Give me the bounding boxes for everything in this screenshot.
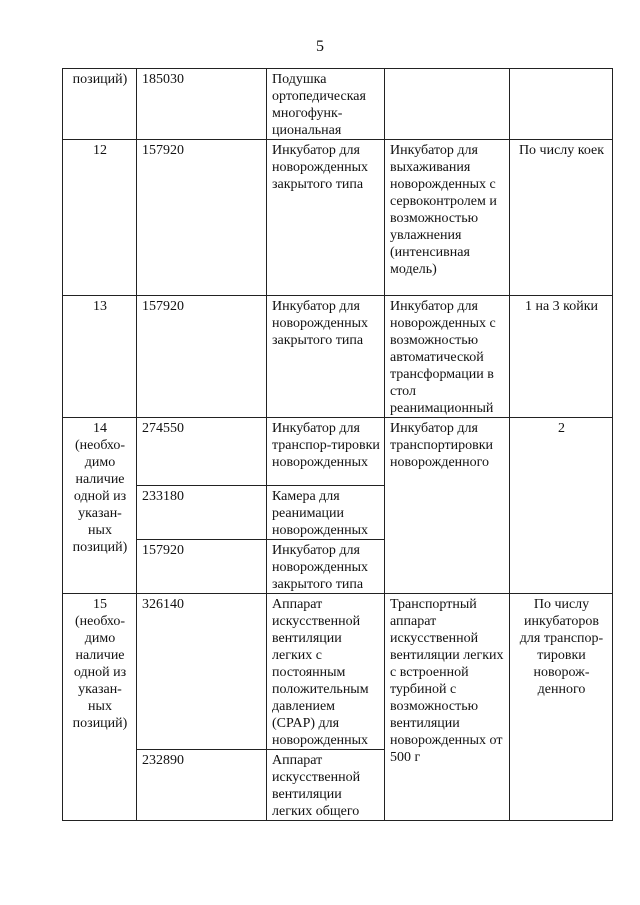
type-code: 157920 — [137, 140, 267, 296]
table-row — [63, 140, 613, 296]
equipment-name: Инкубатор для новорожденных закрытого типа — [267, 540, 385, 594]
equipment-table — [62, 68, 613, 821]
requirement-description: Инкубатор для выхаживания новорожденных с сервоконтролем и возможностью увлажнения (интенсивная модель) — [385, 140, 510, 296]
page-number: 5 — [316, 38, 324, 55]
requirement-description: Транспортный аппарат искусственной вентиляции легких с встроенной турбиной с возможностью вентиляции новорожденных от 500 г — [385, 594, 510, 821]
quantity-note: 2 — [510, 418, 613, 594]
equipment-name: Аппарат искусственной вентиляции легких общего — [267, 750, 385, 821]
quantity-note: По числу инкубаторов для транспор-тировки новорож-денного — [510, 594, 613, 821]
type-code: 326140 — [137, 594, 267, 750]
type-code: 233180 — [137, 486, 267, 540]
equipment-name: Инкубатор для транспор-тировки новорожденных — [267, 418, 385, 486]
quantity-note: 1 на 3 койки — [510, 296, 613, 418]
equipment-name: Аппарат искусственной вентиляции легких с постоянным положительным давлением (CPAP) для новорожденных — [267, 594, 385, 750]
position-number: 15 (необхо-димо наличие одной из указан-ных позиций) — [63, 594, 137, 821]
requirement-description — [385, 69, 510, 140]
equipment-name: Инкубатор для новорожденных закрытого типа — [267, 140, 385, 296]
requirement-description: Инкубатор для транспортировки новорожденного — [385, 418, 510, 594]
position-number: 12 — [63, 140, 137, 296]
equipment-name: Подушка ортопедическая многофунк-циональная — [267, 69, 385, 140]
equipment-name: Камера для реанимации новорожденных — [267, 486, 385, 540]
table-row — [63, 296, 613, 418]
equipment-name: Инкубатор для новорожденных закрытого типа — [267, 296, 385, 418]
type-code: 157920 — [137, 540, 267, 594]
table-row — [63, 594, 613, 750]
table-row — [63, 69, 613, 140]
requirement-description: Инкубатор для новорожденных с возможностью автоматической трансформации в стол реанимационный — [385, 296, 510, 418]
position-number: 13 — [63, 296, 137, 418]
type-code: 157920 — [137, 296, 267, 418]
type-code: 185030 — [137, 69, 267, 140]
quantity-note: По числу коек — [510, 140, 613, 296]
type-code: 274550 — [137, 418, 267, 486]
table-row — [63, 418, 613, 486]
position-number: 14 (необхо-димо наличие одной из указан-ных позиций) — [63, 418, 137, 594]
quantity-note — [510, 69, 613, 140]
type-code: 232890 — [137, 750, 267, 821]
position-number: позиций) — [63, 69, 137, 140]
